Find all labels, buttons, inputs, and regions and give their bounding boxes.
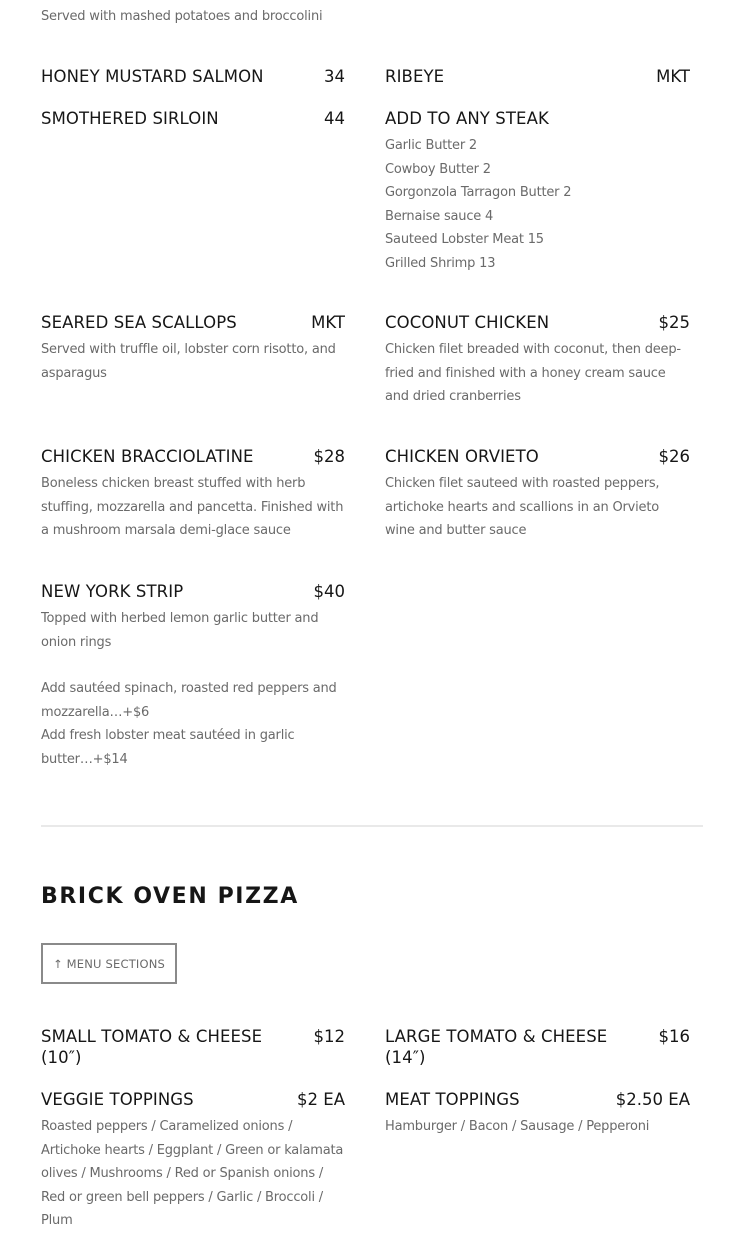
item-description: Served with truffle oil, lobster corn risotto, and asparagus (41, 342, 336, 381)
menu-item-chicken-orvieto (385, 446, 690, 543)
menu-item-meat-toppings (385, 1089, 690, 1139)
menu-item-seared-sea-scallops (41, 312, 345, 385)
section-title: BRICK OVEN PIZZA (41, 884, 299, 909)
item-name: COCONUT CHICKEN (385, 313, 550, 332)
menu-item-ribeye (385, 66, 690, 87)
steak-addon: Sauteed Lobster Meat 15 (385, 232, 544, 247)
item-description: Hamburger / Bacon / Sausage / Pepperoni (385, 1119, 650, 1134)
steak-addon-list (385, 134, 690, 275)
item-name: RIBEYE (385, 67, 445, 86)
steak-addon: Gorgonzola Tarragon Butter 2 (385, 185, 572, 200)
item-price: $40 (313, 582, 345, 601)
menu-item-add-to-any-steak (385, 108, 690, 275)
steak-addon: Garlic Butter 2 (385, 138, 477, 153)
item-price: $28 (313, 447, 345, 466)
menu-item-chicken-bracciolatine (41, 446, 345, 543)
item-name: CHICKEN BRACCIOLATINE (41, 447, 254, 466)
menu-item-veggie-toppings (41, 1089, 345, 1233)
item-name: NEW YORK STRIP (41, 582, 184, 601)
item-price: $26 (658, 447, 690, 466)
item-price: $16 (658, 1027, 690, 1046)
item-name: MEAT TOPPINGS (385, 1090, 520, 1109)
menu-item-new-york-strip (41, 581, 345, 771)
menu-sections-button[interactable]: ↑ MENU SECTIONS (41, 943, 177, 984)
item-name: LARGE TOMATO & CHEESE (14″) (385, 1027, 608, 1067)
menu-item-large-tomato-cheese (385, 1026, 690, 1068)
steak-addon: Cowboy Butter 2 (385, 161, 491, 177)
menu-item-small-tomato-cheese (41, 1026, 345, 1068)
item-description: Chicken filet sauteed with roasted peppers, artichoke hearts and scallions in an Orvieto wine and butter sauce (385, 476, 660, 538)
item-description: Chicken filet breaded with coconut, then deep-fried and finished with a honey cream sauce and dried cranberries (385, 342, 681, 404)
steak-addon: Bernaise sauce 4 (385, 208, 494, 224)
item-price: 34 (324, 67, 345, 86)
item-description: Served with mashed potatoes and broccolini (41, 9, 323, 24)
menu-item-smothered-sirloin (41, 108, 345, 129)
item-name: ADD TO ANY STEAK (385, 109, 549, 128)
item-description: Boneless chicken breast stuffed with herb stuffing, mozzarella and pancetta. Finished with a mushroom marsala demi-glace sauce (41, 476, 344, 538)
item-name: HONEY MUSTARD SALMON (41, 67, 264, 86)
menu-item-coconut-chicken (385, 312, 690, 409)
item-price: MKT (656, 67, 690, 86)
item-addon: Add fresh lobster meat sautéed in garlic butter…+$14 (41, 728, 295, 767)
item-price: 44 (324, 109, 345, 128)
item-price: $2 EA (297, 1090, 345, 1109)
item-price: $2.50 EA (615, 1090, 690, 1109)
steak-addon: Grilled Shrimp 13 (385, 255, 496, 271)
item-name: SMALL TOMATO & CHEESE (10″) (41, 1027, 263, 1067)
item-name: CHICKEN ORVIETO (385, 447, 539, 466)
section-divider (41, 825, 703, 827)
item-description: Topped with herbed lemon garlic butter and onion rings (41, 611, 319, 650)
item-name: SMOTHERED SIRLOIN (41, 109, 219, 128)
menu-item-honey-mustard-salmon (41, 66, 345, 87)
item-addon: Add sautéed spinach, roasted red peppers and mozzarella…+$6 (41, 681, 337, 720)
item-price: MKT (311, 313, 345, 332)
item-name: VEGGIE TOPPINGS (41, 1090, 194, 1109)
item-description: Roasted peppers / Caramelized onions / Artichoke hearts / Eggplant / Green or kalamata olives / Mushrooms / Red or Spanish onions / Red or green bell peppers / Garlic / Broccoli / Plum (41, 1119, 344, 1228)
item-price: $12 (313, 1027, 345, 1046)
item-name: SEARED SEA SCALLOPS (41, 313, 237, 332)
item-price: $25 (658, 313, 690, 332)
